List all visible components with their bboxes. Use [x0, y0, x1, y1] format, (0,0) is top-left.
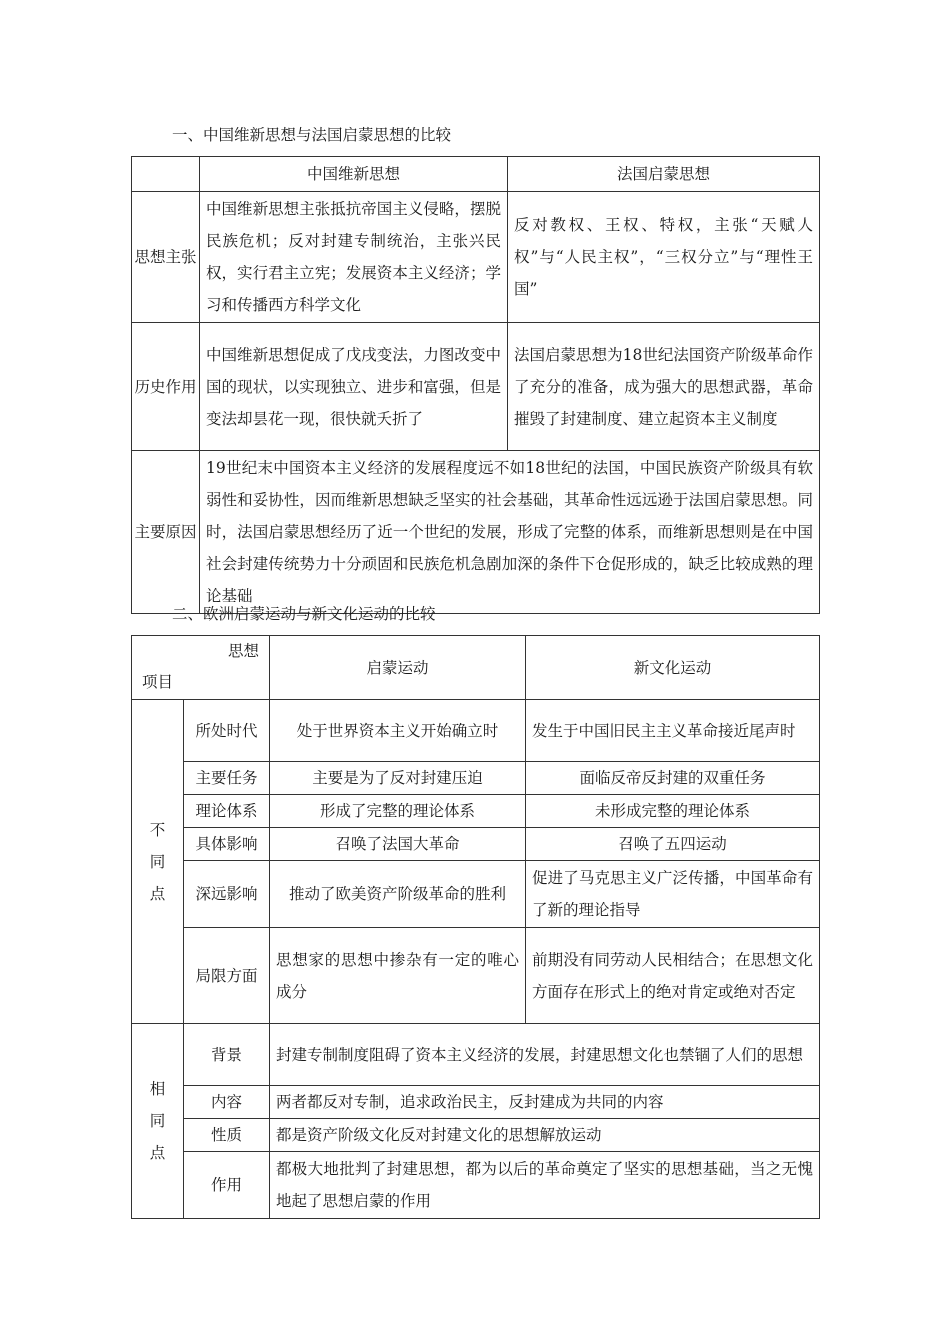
group-label-differences-text: 不同点: [149, 820, 166, 903]
cell-nature: 都是资产阶级文化反对封建文化的思想解放运动: [270, 1119, 820, 1152]
cell-main-reason: 19世纪末中国资本主义经济的发展程度远不如18世纪的法国，中国民族资产阶级具有软弱性和妥协性，因而维新思想缺乏坚实的社会基础，其革命性远远逊于法国启蒙思想。同时，法国启蒙思想经历了近一个世纪的发展，形成了完整的体系，而维新思想则是在中国社会封建传统势力十分顽固和民族危机急剧加深的条件下仓促形成的，缺乏比较成熟的理论基础: [200, 451, 820, 614]
item-nature: 性质: [184, 1119, 270, 1152]
table-header-row: [132, 636, 820, 700]
cell-new-culture-far-reaching: 促进了马克思主义广泛传播，中国革命有了新的理论指导: [526, 861, 820, 928]
table-row: [132, 451, 820, 614]
item-background: 背景: [184, 1024, 270, 1086]
comparison-table-reform-vs-enlightenment: [131, 156, 820, 614]
table-row: [132, 1152, 820, 1219]
row-label-ideas: 思想主张: [132, 192, 200, 323]
table-row: [132, 1024, 820, 1086]
table-row: [132, 828, 820, 861]
cell-enlightenment-task: 主要是为了反对封建压迫: [270, 762, 526, 795]
item-theory: 理论体系: [184, 795, 270, 828]
cell-enlightenment-theory: 形成了完整的理论体系: [270, 795, 526, 828]
cell-content: 两者都反对专制，追求政治民主，反封建成为共同的内容: [270, 1086, 820, 1119]
cell-role: 都极大地批判了封建思想，都为以后的革命奠定了坚实的思想基础，当之无愧地起了思想启蒙的作用: [270, 1152, 820, 1219]
cell-new-culture-limitations: 前期没有同劳动人民相结合；在思想文化方面存在形式上的绝对肯定或绝对否定: [526, 928, 820, 1024]
item-direct-impact: 具体影响: [184, 828, 270, 861]
cell-background: 封建专制制度阻碍了资本主义经济的发展，封建思想文化也禁锢了人们的思想: [270, 1024, 820, 1086]
group-label-differences: [132, 700, 184, 1024]
table-row: [132, 762, 820, 795]
header-cell-enlightenment: 启蒙运动: [270, 636, 526, 700]
header-cell-french-enlightenment: 法国启蒙思想: [508, 157, 820, 192]
group-label-similarities: [132, 1024, 184, 1219]
table-row: [132, 928, 820, 1024]
section2-heading: 二、欧洲启蒙运动与新文化运动的比较: [172, 605, 436, 623]
table-row: [132, 861, 820, 928]
header-cell-chinese-reform: 中国维新思想: [200, 157, 508, 192]
cell-new-culture-theory: 未形成完整的理论体系: [526, 795, 820, 828]
item-era: 所处时代: [184, 700, 270, 762]
corner-label-ideas: 思想: [227, 642, 259, 660]
row-label-historical-role: 历史作用: [132, 323, 200, 451]
table-header-row: [132, 157, 820, 192]
cell-enlightenment-far-reaching: 推动了欧美资产阶级革命的胜利: [270, 861, 526, 928]
comparison-table-enlightenment-vs-new-culture: [131, 635, 820, 1219]
item-far-reaching-impact: 深远影响: [184, 861, 270, 928]
table-row: [132, 1086, 820, 1119]
table-row: [132, 700, 820, 762]
cell-chinese-ideas: 中国维新思想主张抵抗帝国主义侵略，摆脱民族危机；反对封建专制统治，主张兴民权，实行君主立宪；发展资本主义经济；学习和传播西方科学文化: [200, 192, 508, 323]
cell-enlightenment-direct-impact: 召唤了法国大革命: [270, 828, 526, 861]
item-task: 主要任务: [184, 762, 270, 795]
row-label-main-reason: 主要原因: [132, 451, 200, 614]
header-cell-empty: [132, 157, 200, 192]
corner-label-items: 项目: [142, 673, 174, 691]
diagonal-header-cell: [132, 636, 270, 700]
cell-french-ideas: 反对教权、王权、特权，主张“天赋人权”与“人民主权”，“三权分立”与“理性王国”: [508, 192, 820, 323]
cell-enlightenment-limitations: 思想家的思想中掺杂有一定的唯心成分: [270, 928, 526, 1024]
section1-heading: 一、中国维新思想与法国启蒙思想的比较: [172, 126, 452, 144]
table-row: [132, 1119, 820, 1152]
item-role: 作用: [184, 1152, 270, 1219]
header-cell-new-culture: 新文化运动: [526, 636, 820, 700]
item-limitations: 局限方面: [184, 928, 270, 1024]
table-row: [132, 795, 820, 828]
item-content: 内容: [184, 1086, 270, 1119]
cell-new-culture-direct-impact: 召唤了五四运动: [526, 828, 820, 861]
cell-enlightenment-era: 处于世界资本主义开始确立时: [270, 700, 526, 762]
table-row: [132, 323, 820, 451]
table-row: [132, 192, 820, 323]
cell-new-culture-era: 发生于中国旧民主主义革命接近尾声时: [526, 700, 820, 762]
cell-chinese-role: 中国维新思想促成了戊戌变法，力图改变中国的现状，以实现独立、进步和富强，但是变法却昙花一现，很快就夭折了: [200, 323, 508, 451]
cell-new-culture-task: 面临反帝反封建的双重任务: [526, 762, 820, 795]
cell-french-role: 法国启蒙思想为18世纪法国资产阶级革命作了充分的准备，成为强大的思想武器，革命摧毁了封建制度、建立起资本主义制度: [508, 323, 820, 451]
group-label-similarities-text: 相同点: [149, 1080, 166, 1162]
